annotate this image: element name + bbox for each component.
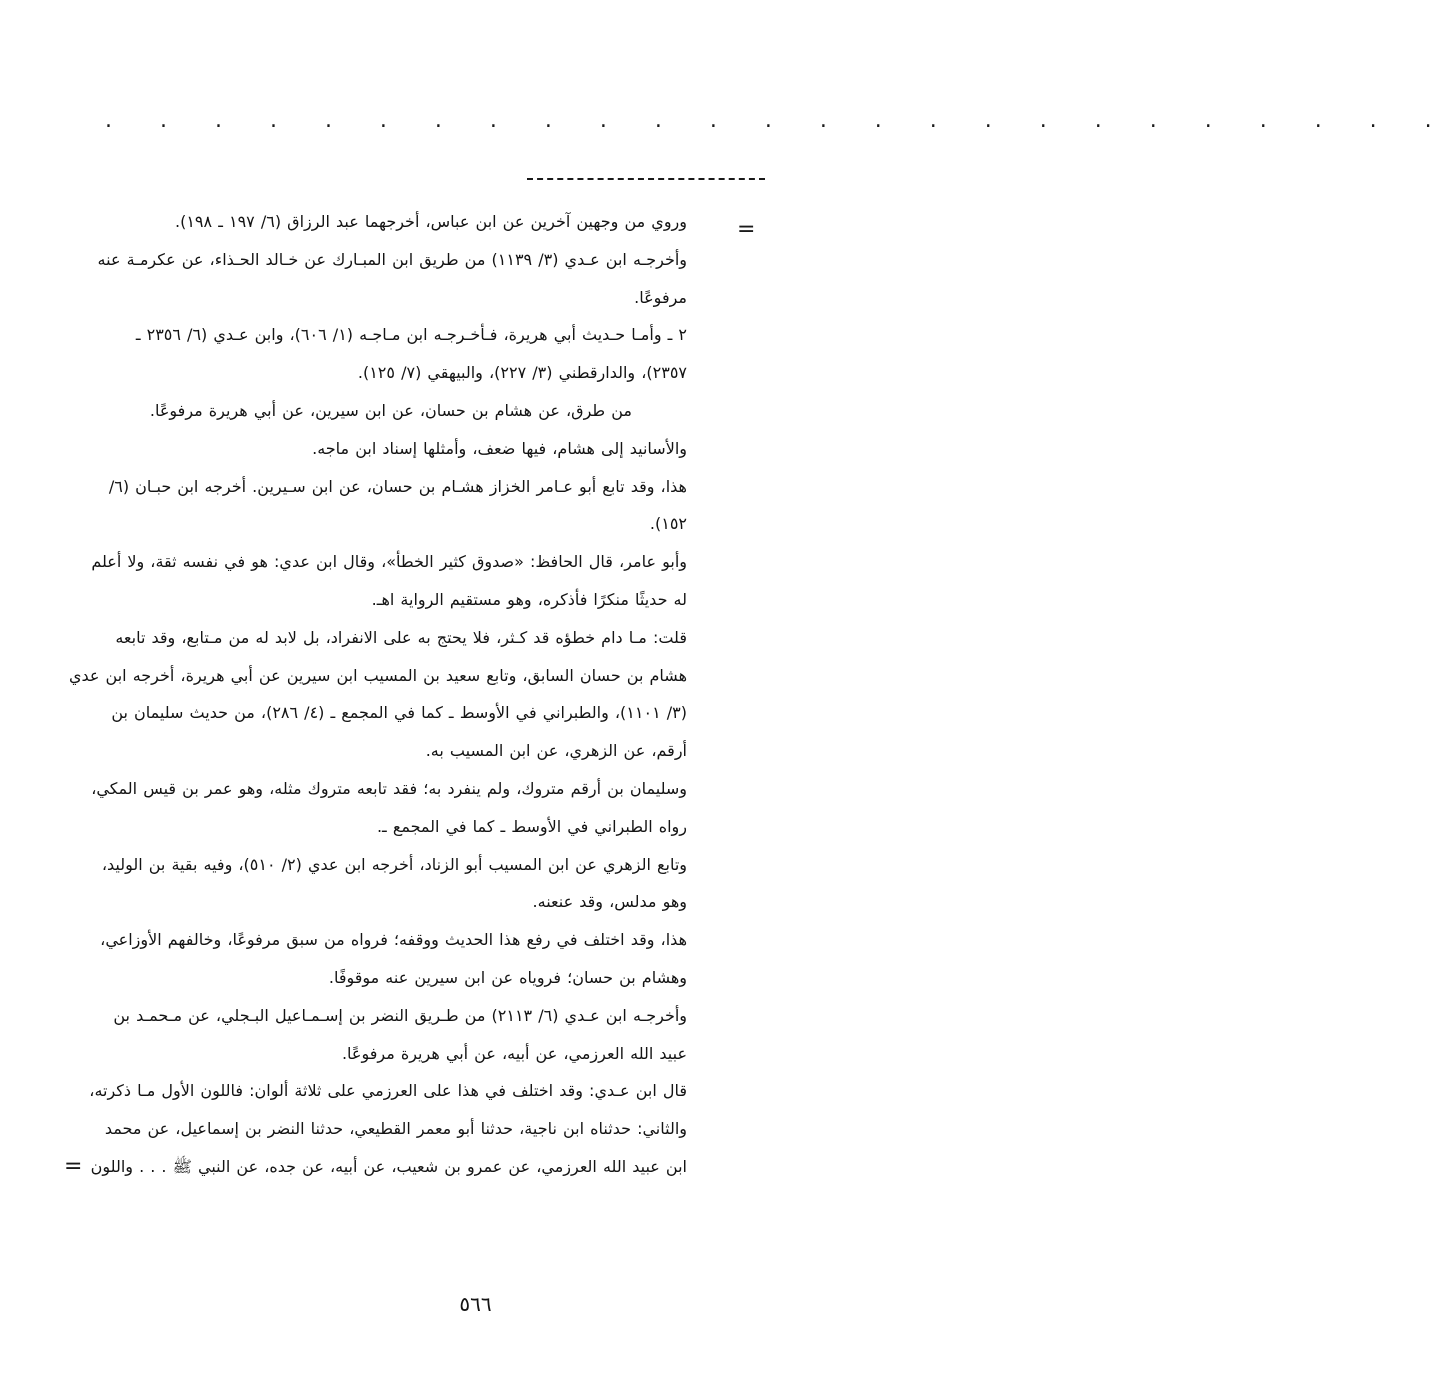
footnote-line: وهشام بن حسان؛ فروياه عن ابن سيرين عنه موقوفًا. (328, 967, 687, 987)
footnote-line: عبيد الله العرزمي، عن أبيه، عن أبي هريرة مرفوعًا. (341, 1043, 687, 1063)
footnote-line: (٣/ ١١٠١)، والطبراني في الأوسط ـ كما في المجمع ـ (٤/ ٢٨٦)، من حديث سليمان بن (111, 703, 687, 723)
footnote-line: مرفوعًا. (634, 287, 687, 307)
footnote-line: قلت: مـا دام خطؤه قد كـثر، فلا يحتج به على الانفراد، بل لابد له من مـتابع، وقد تابعه (115, 627, 687, 647)
page-number: ٥٦٦ (459, 1292, 492, 1316)
footnote-line: هشام بن حسان السابق، وتابع سعيد بن المسيب ابن سيرين عن أبي هريرة، أخرجه ابن عدي (68, 665, 687, 685)
footnote-line: والأسانيد إلى هشام، فيها ضعف، وأمثلها إسناد ابن ماجه. (312, 438, 687, 458)
footnote-line: وأخرجـه ابن عـدي (٣/ ١١٣٩) من طريق ابن المبـارك عن خـالد الحـذاء، عن عكرمـة عنه (97, 249, 687, 269)
continuation-mark-start: = (737, 217, 756, 242)
footnote-line: رواه الطبراني في الأوسط ـ كما في المجمع ـ. (376, 816, 687, 836)
footnote-line: هذا، وقد اختلف في رفع هذا الحديث ووقفه؛ فرواه من سبق مرفوعًا، وخالفهم الأوزاعي، (100, 930, 687, 950)
separator-dots: . . . . . . . . . . . . . . . . . . . . . . . . . (105, 108, 1452, 133)
footnote-rule (527, 178, 765, 180)
footnote-line: وأخرجـه ابن عـدي (٦/ ٢١١٣) من طـريق النضر بن إسـمـاعيل البـجلي، عن مـحمـد بن (113, 1005, 687, 1025)
footnote-line: ٢٣٥٧)، والدارقطني (٣/ ٢٢٧)، والبيهقي (٧/ ١٢٥). (357, 363, 687, 383)
footnote-line: وأبو عامر، قال الحافظ: «صدوق كثير الخطأ»، وقال ابن عدي: هو في نفسه ثقة، ولا أعلم (91, 552, 687, 572)
footnote-line: قال ابن عـدي: وقد اختلف في هذا على العرزمي على ثلاثة ألوان: فاللون الأول مـا ذكرته، (89, 1081, 687, 1101)
footnote-line: أرقم، عن الزهري، عن ابن المسيب به. (425, 741, 687, 761)
footnote-line: ١٥٢). (649, 514, 687, 534)
footnote-line: والثاني: حدثناه ابن ناجية، حدثنا أبو معمر القطيعي، حدثنا النضر بن إسماعيل، عن محمد (104, 1119, 687, 1139)
footnote-line: هذا، وقد تابع أبو عـامر الخزاز هشـام بن حسان، عن ابن سـيرين. أخرجه ابن حبـان (٦/ (108, 476, 687, 496)
footnote-line: وسليمان بن أرقم متروك، ولم ينفرد به؛ فقد تابعه متروك مثله، وهو عمر بن قيس المكي، (91, 778, 687, 798)
footnote-line: وروي من وجهين آخرين عن ابن عباس، أخرجهما عبد الرزاق (٦/ ١٩٧ ـ ١٩٨). (175, 212, 687, 231)
continuation-mark-end: = (64, 1154, 83, 1179)
footnote-line: له حديثًا منكرًا فأذكره، وهو مستقيم الرواية اهـ. (371, 589, 687, 609)
footnote-line: ٢ ـ وأمـا حـديث أبي هريرة، فـأخـرجـه ابن مـاجـه (١/ ٦٠٦)، وابن عـدي (٦/ ٢٣٥٦ ـ (135, 325, 687, 345)
footnote-block (68, 203, 687, 1186)
footnote-line: ابن عبيد الله العرزمي، عن عمرو بن شعيب، عن أبيه، عن جده، عن النبي ﷺ . . . واللون (90, 1156, 687, 1176)
footnote-line: وهو مدلس، وقد عنعنه. (532, 892, 687, 912)
footnote-line: من طرق، عن هشام بن حسان، عن ابن سيرين، عن أبي هريرة مرفوعًا. (149, 400, 632, 420)
footnote-line: وتابع الزهري عن ابن المسيب أبو الزناد، أخرجه ابن عدي (٢/ ٥١٠)، وفيه بقية بن الوليد، (101, 854, 687, 874)
